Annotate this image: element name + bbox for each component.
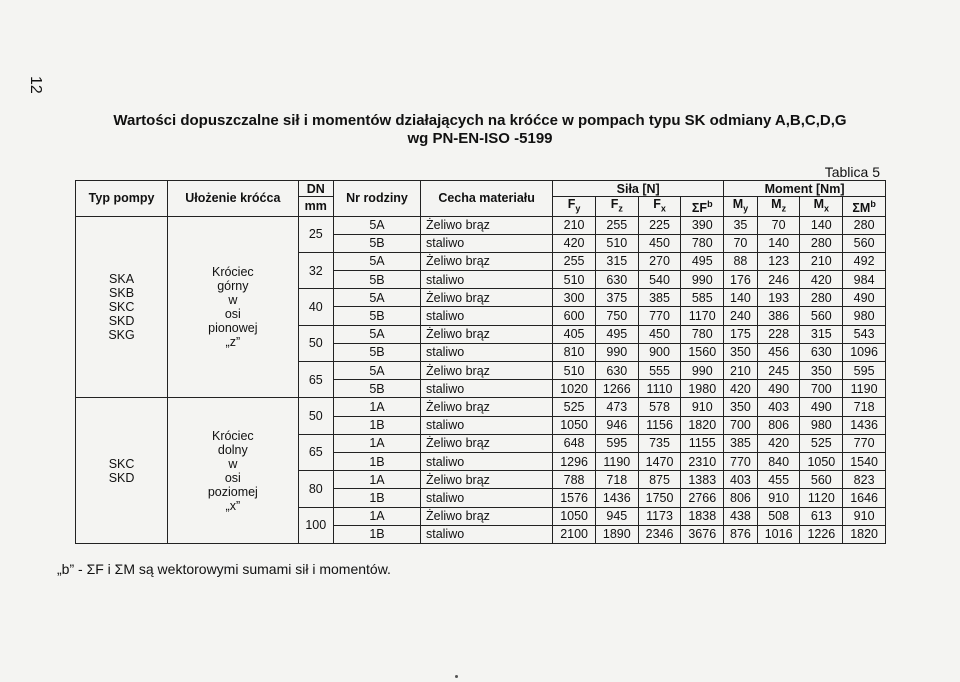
value-cell: 210: [553, 216, 596, 234]
value-cell: 1155: [681, 434, 724, 452]
dn-cell: 80: [298, 471, 333, 507]
table-row: [76, 398, 886, 416]
header-mz: $M_z$: [757, 197, 800, 217]
nozzle-position-group-1-line: „z”: [225, 334, 241, 349]
nozzle-position-group-1-line: w: [228, 292, 238, 307]
pump-type-group-1-line: SKG: [108, 327, 135, 342]
value-cell: 375: [595, 289, 638, 307]
value-cell: 1838: [681, 507, 724, 525]
value-cell: 1190: [595, 452, 638, 470]
value-cell: 1156: [638, 416, 681, 434]
page-number: 12: [27, 76, 44, 94]
value-cell: 1173: [638, 507, 681, 525]
value-cell: 350: [800, 362, 843, 380]
value-cell: 1296: [553, 452, 596, 470]
material-cell: Żeliwo brąz: [420, 398, 552, 416]
value-cell: 140: [800, 216, 843, 234]
value-cell: 385: [638, 289, 681, 307]
value-cell: 900: [638, 343, 681, 361]
value-cell: 246: [757, 271, 800, 289]
value-cell: 70: [724, 234, 758, 252]
pump-type-group-1: [76, 216, 168, 398]
value-cell: 490: [757, 380, 800, 398]
family-cell: 1A: [334, 507, 421, 525]
value-cell: 456: [757, 343, 800, 361]
family-cell: 5A: [334, 252, 421, 270]
header-dn-unit: mm: [298, 197, 333, 217]
value-cell: 210: [724, 362, 758, 380]
family-cell: 5A: [334, 325, 421, 343]
value-cell: 980: [800, 416, 843, 434]
nozzle-position-group-1-line: pionowej: [208, 320, 258, 335]
value-cell: 1016: [757, 525, 800, 543]
value-cell: 1266: [595, 380, 638, 398]
value-cell: 595: [843, 362, 886, 380]
nozzle-position-group-1-line: osi: [224, 306, 241, 321]
value-cell: 1890: [595, 525, 638, 543]
value-cell: 1096: [843, 343, 886, 361]
value-cell: 1020: [553, 380, 596, 398]
table-label: Tablica 5: [824, 164, 880, 180]
material-cell: Żeliwo brąz: [420, 252, 552, 270]
value-cell: 560: [843, 234, 886, 252]
value-cell: 770: [724, 452, 758, 470]
header-fz: $F_z$: [595, 197, 638, 217]
value-cell: 420: [553, 234, 596, 252]
value-cell: 750: [595, 307, 638, 325]
value-cell: 585: [681, 289, 724, 307]
value-cell: 510: [595, 234, 638, 252]
page-title: Wartości dopuszczalne sił i momentów działających na króćce w pompach typu SK odmiany A,B,C,D,G: [113, 112, 847, 129]
nozzle-position-group-2-line: w: [228, 456, 238, 471]
value-cell: 280: [800, 289, 843, 307]
header-typ: Typ pompy: [76, 181, 168, 217]
value-cell: 2310: [681, 452, 724, 470]
value-cell: 385: [724, 434, 758, 452]
value-cell: 495: [595, 325, 638, 343]
value-cell: 245: [757, 362, 800, 380]
pump-type-group-1-line: SKB: [109, 285, 135, 300]
value-cell: 420: [800, 271, 843, 289]
footnote-text: - ΣF i ΣM są wektorowymi sumami sił i momentów.: [78, 561, 391, 577]
value-cell: 140: [757, 234, 800, 252]
value-cell: 1540: [843, 452, 886, 470]
value-cell: 1980: [681, 380, 724, 398]
value-cell: 210: [800, 252, 843, 270]
family-cell: 5A: [334, 362, 421, 380]
value-cell: 945: [595, 507, 638, 525]
value-cell: 543: [843, 325, 886, 343]
value-cell: 1436: [595, 489, 638, 507]
family-cell: 1A: [334, 398, 421, 416]
value-cell: 510: [553, 362, 596, 380]
value-cell: 403: [757, 398, 800, 416]
value-cell: 770: [638, 307, 681, 325]
value-cell: 2346: [638, 525, 681, 543]
material-cell: staliwo: [420, 452, 552, 470]
value-cell: 455: [757, 471, 800, 489]
value-cell: 3676: [681, 525, 724, 543]
value-cell: 600: [553, 307, 596, 325]
value-cell: 1170: [681, 307, 724, 325]
family-cell: 5B: [334, 234, 421, 252]
value-cell: 823: [843, 471, 886, 489]
value-cell: 806: [724, 489, 758, 507]
material-cell: staliwo: [420, 234, 552, 252]
header-sum-f: $\Sigma F^b$: [681, 197, 724, 217]
material-cell: Żeliwo brąz: [420, 216, 552, 234]
value-cell: 630: [595, 271, 638, 289]
material-cell: Żeliwo brąz: [420, 471, 552, 489]
value-cell: 630: [595, 362, 638, 380]
material-cell: staliwo: [420, 343, 552, 361]
value-cell: 450: [638, 234, 681, 252]
value-cell: 490: [843, 289, 886, 307]
value-cell: 1226: [800, 525, 843, 543]
family-cell: 5B: [334, 307, 421, 325]
value-cell: 788: [553, 471, 596, 489]
value-cell: 810: [553, 343, 596, 361]
dn-cell: 65: [298, 362, 333, 398]
value-cell: 420: [724, 380, 758, 398]
material-cell: staliwo: [420, 489, 552, 507]
value-cell: 984: [843, 271, 886, 289]
value-cell: 492: [843, 252, 886, 270]
value-cell: 718: [595, 471, 638, 489]
value-cell: 176: [724, 271, 758, 289]
value-cell: 700: [724, 416, 758, 434]
value-cell: 70: [757, 216, 800, 234]
header-fx: $F_x$: [638, 197, 681, 217]
value-cell: 225: [638, 216, 681, 234]
header-mx: $M_x$: [800, 197, 843, 217]
value-cell: 648: [553, 434, 596, 452]
nozzle-position-group-2: [168, 398, 298, 544]
family-cell: 5A: [334, 216, 421, 234]
value-cell: 228: [757, 325, 800, 343]
value-cell: 2766: [681, 489, 724, 507]
value-cell: 140: [724, 289, 758, 307]
value-cell: 946: [595, 416, 638, 434]
pump-type-group-2-line: SKC: [108, 456, 135, 471]
material-cell: Żeliwo brąz: [420, 434, 552, 452]
value-cell: 735: [638, 434, 681, 452]
value-cell: 1576: [553, 489, 596, 507]
value-cell: 1750: [638, 489, 681, 507]
nozzle-position-group-1-line: górny: [217, 278, 249, 293]
family-cell: 1A: [334, 471, 421, 489]
nozzle-position-group-2-line: poziomej: [207, 484, 258, 499]
pump-type-group-2-line: SKD: [108, 470, 135, 485]
value-cell: 1436: [843, 416, 886, 434]
dn-cell: 50: [298, 398, 333, 434]
value-cell: 630: [800, 343, 843, 361]
header-sila: Siła [N]: [553, 181, 724, 197]
family-cell: 1B: [334, 489, 421, 507]
material-cell: Żeliwo brąz: [420, 362, 552, 380]
header-cecha: Cecha materiału: [420, 181, 552, 217]
value-cell: 555: [638, 362, 681, 380]
material-cell: Żeliwo brąz: [420, 507, 552, 525]
value-cell: 280: [843, 216, 886, 234]
value-cell: 2100: [553, 525, 596, 543]
dn-cell: 40: [298, 289, 333, 325]
value-cell: 540: [638, 271, 681, 289]
pump-type-group-1-line: SKA: [109, 271, 135, 286]
value-cell: 315: [595, 252, 638, 270]
value-cell: 315: [800, 325, 843, 343]
value-cell: 123: [757, 252, 800, 270]
value-cell: 386: [757, 307, 800, 325]
value-cell: 980: [843, 307, 886, 325]
family-cell: 5B: [334, 343, 421, 361]
dn-cell: 32: [298, 252, 333, 288]
value-cell: 560: [800, 307, 843, 325]
value-cell: 270: [638, 252, 681, 270]
material-cell: staliwo: [420, 416, 552, 434]
dn-cell: 100: [298, 507, 333, 544]
value-cell: 35: [724, 216, 758, 234]
value-cell: 613: [800, 507, 843, 525]
value-cell: 403: [724, 471, 758, 489]
header-sum-m: $\Sigma M^b$: [843, 197, 886, 217]
value-cell: 910: [757, 489, 800, 507]
material-cell: staliwo: [420, 271, 552, 289]
value-cell: 473: [595, 398, 638, 416]
value-cell: 1820: [681, 416, 724, 434]
value-cell: 806: [757, 416, 800, 434]
material-cell: staliwo: [420, 380, 552, 398]
value-cell: 990: [681, 362, 724, 380]
nozzle-position-group-1: [168, 216, 298, 398]
value-cell: 438: [724, 507, 758, 525]
value-cell: 560: [800, 471, 843, 489]
value-cell: 780: [681, 234, 724, 252]
pump-type-group-2: [76, 398, 168, 544]
value-cell: 255: [553, 252, 596, 270]
value-cell: 780: [681, 325, 724, 343]
family-cell: 5A: [334, 289, 421, 307]
dn-cell: 25: [298, 216, 333, 252]
value-cell: 255: [595, 216, 638, 234]
table-row: [76, 216, 886, 234]
header-ulozenie: Ułożenie króćca: [168, 181, 298, 217]
nozzle-position-group-2-line: dolny: [217, 442, 248, 457]
value-cell: 510: [553, 271, 596, 289]
value-cell: 770: [843, 434, 886, 452]
value-cell: 595: [595, 434, 638, 452]
value-cell: 910: [681, 398, 724, 416]
nozzle-position-group-2-line: osi: [224, 470, 241, 485]
value-cell: 280: [800, 234, 843, 252]
value-cell: 450: [638, 325, 681, 343]
value-cell: 990: [595, 343, 638, 361]
dn-cell: 65: [298, 434, 333, 470]
value-cell: 840: [757, 452, 800, 470]
pump-type-group-1-line: SKD: [108, 313, 135, 328]
value-cell: 300: [553, 289, 596, 307]
value-cell: 875: [638, 471, 681, 489]
header-dn: DN: [298, 181, 333, 197]
value-cell: 1190: [843, 380, 886, 398]
value-cell: 390: [681, 216, 724, 234]
header-nr: Nr rodziny: [334, 181, 421, 217]
family-cell: 1A: [334, 434, 421, 452]
nozzle-position-group-2-line: „x”: [225, 498, 241, 513]
scan-speck: [455, 675, 458, 678]
nozzle-position-group-1-line: Króciec: [211, 264, 254, 279]
value-cell: 525: [553, 398, 596, 416]
value-cell: 1560: [681, 343, 724, 361]
value-cell: 1120: [800, 489, 843, 507]
material-cell: Żeliwo brąz: [420, 289, 552, 307]
value-cell: 240: [724, 307, 758, 325]
family-cell: 5B: [334, 380, 421, 398]
family-cell: 1B: [334, 416, 421, 434]
value-cell: 88: [724, 252, 758, 270]
family-cell: 1B: [334, 525, 421, 543]
value-cell: 718: [843, 398, 886, 416]
header-fy: $F_y$: [553, 197, 596, 217]
value-cell: 490: [800, 398, 843, 416]
value-cell: 1110: [638, 380, 681, 398]
value-cell: 1383: [681, 471, 724, 489]
value-cell: 1050: [800, 452, 843, 470]
value-cell: 350: [724, 343, 758, 361]
dn-cell: 50: [298, 325, 333, 361]
footnote-mark: „b”: [57, 561, 75, 577]
footnote: [57, 561, 391, 577]
pump-type-group-1-line: SKC: [108, 299, 135, 314]
value-cell: 1820: [843, 525, 886, 543]
value-cell: 508: [757, 507, 800, 525]
family-cell: 1B: [334, 452, 421, 470]
value-cell: 1050: [553, 416, 596, 434]
value-cell: 910: [843, 507, 886, 525]
value-cell: 420: [757, 434, 800, 452]
value-cell: 1470: [638, 452, 681, 470]
value-cell: 525: [800, 434, 843, 452]
value-cell: 350: [724, 398, 758, 416]
value-cell: 578: [638, 398, 681, 416]
material-cell: Żeliwo brąz: [420, 325, 552, 343]
family-cell: 5B: [334, 271, 421, 289]
value-cell: 876: [724, 525, 758, 543]
nozzle-position-group-2-line: Króciec: [211, 428, 254, 443]
value-cell: 700: [800, 380, 843, 398]
material-cell: staliwo: [420, 525, 552, 543]
value-cell: 1050: [553, 507, 596, 525]
value-cell: 193: [757, 289, 800, 307]
value-cell: 1646: [843, 489, 886, 507]
header-moment: Moment [Nm]: [724, 181, 886, 197]
material-cell: staliwo: [420, 307, 552, 325]
header-my: $M_y$: [724, 197, 758, 217]
value-cell: 495: [681, 252, 724, 270]
loads-table: [75, 180, 886, 544]
value-cell: 990: [681, 271, 724, 289]
value-cell: 175: [724, 325, 758, 343]
value-cell: 405: [553, 325, 596, 343]
page-subtitle: wg PN-EN-ISO -5199: [407, 130, 553, 147]
